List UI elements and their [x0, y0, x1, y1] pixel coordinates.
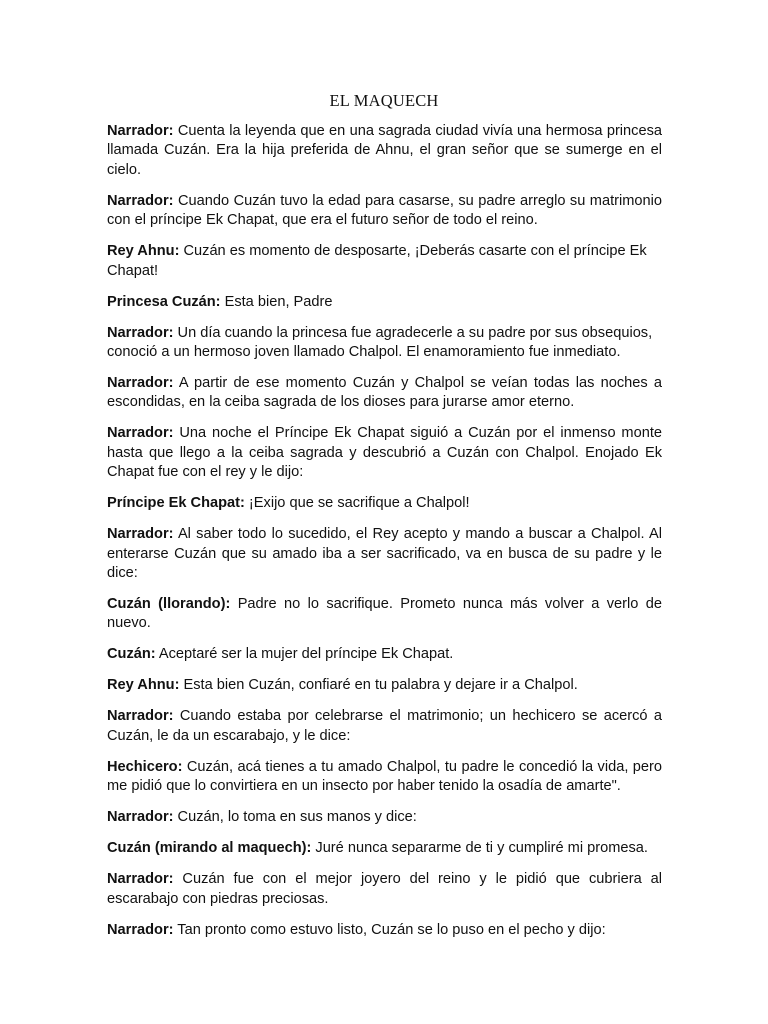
speaker-label: Príncipe Ek Chapat:	[107, 495, 245, 512]
paragraph-11	[107, 645, 662, 664]
speaker-label: Narrador:	[107, 871, 174, 888]
paragraph-15	[107, 808, 662, 827]
speaker-label: Rey Ahnu:	[107, 677, 180, 694]
paragraph-text: Cuando estaba por celebrarse el matrimonio; un hechicero se acercó a Cuzán, le da un escarabajo, y le dice:	[107, 708, 662, 744]
paragraph-text: Padre no lo sacrifique. Prometo nunca más volver a verlo de nuevo.	[107, 596, 662, 632]
paragraph-text: Una noche el Príncipe Ek Chapat siguió a Cuzán por el inmenso monte hasta que llego a la ceiba sagrada y descubrió a Cuzán con Chalpol. Enojado Ek Chapat fue con el rey y le dijo:	[107, 425, 662, 481]
paragraph-text: Cuando Cuzán tuvo la edad para casarse, su padre arreglo su matrimonio con el príncipe Ek Chapat, que era el futuro señor de todo el reino.	[107, 192, 662, 229]
paragraph-7	[107, 424, 662, 482]
paragraph-text: Cuenta la leyenda que en una sagrada ciudad vivía una hermosa princesa llamada Cuzán. Era la hija preferida de Ahnu, el gran señor que se sumerge en el cielo.	[107, 123, 662, 178]
paragraph-text: A partir de ese momento Cuzán y Chalpol se veían todas las noches a escondidas, en la ceiba sagrada de los dioses para jurarse amor eterno.	[107, 375, 662, 411]
speaker-label: Narrador:	[107, 708, 174, 725]
paragraph-text: Aceptaré ser la mujer del príncipe Ek Chapat.	[155, 646, 454, 663]
speaker-label: Narrador:	[107, 425, 174, 442]
paragraph-9	[107, 525, 662, 583]
paragraph-text: Cuzán es momento de desposarte, ¡Deberás casarte con el príncipe Ek Chapat!	[107, 243, 647, 279]
paragraph-text: ¡Exijo que se sacrifique a Chalpol!	[244, 495, 470, 512]
paragraph-text: Cuzán fue con el mejor joyero del reino y le pidió que cubriera al escarabajo con piedras preciosas.	[107, 871, 662, 907]
paragraph-3	[107, 242, 662, 281]
speaker-label: Princesa Cuzán:	[107, 293, 221, 310]
paragraph-18	[107, 921, 662, 940]
speaker-label: Cuzán (mirando al maquech):	[107, 840, 312, 857]
paragraph-text: Juré nunca separarme de ti y cumpliré mi promesa.	[311, 840, 648, 857]
paragraph-text: Esta bien, Padre	[220, 293, 333, 310]
paragraph-text: Cuzán, lo toma en sus manos y dice:	[173, 809, 417, 826]
paragraph-text: Al saber todo lo sucedido, el Rey acepto y mando a buscar a Chalpol. Al enterarse Cuzán que su amado iba a ser sacrificado, va en busca de su padre y le dice:	[107, 526, 662, 582]
paragraph-4	[107, 293, 662, 312]
document-body	[107, 122, 662, 952]
speaker-label: Narrador:	[107, 192, 174, 209]
paragraph-8	[107, 494, 662, 513]
paragraph-13	[107, 707, 662, 746]
paragraph-17	[107, 870, 662, 909]
speaker-label: Cuzán:	[107, 646, 156, 663]
paragraph-text: Cuzán, acá tienes a tu amado Chalpol, tu padre le concedió la vida, pero me pidió que lo convirtiera en un insecto por haber tenido la osadía de amarte".	[107, 758, 662, 795]
paragraph-12	[107, 676, 662, 695]
paragraph-2	[107, 192, 662, 231]
paragraph-5	[107, 324, 662, 363]
speaker-label: Narrador:	[107, 324, 174, 341]
paragraph-6	[107, 374, 662, 413]
paragraph-text: Esta bien Cuzán, confiaré en tu palabra y dejare ir a Chalpol.	[179, 677, 578, 694]
paragraph-text: Un día cuando la princesa fue agradecerle a su padre por sus obsequios, conoció a un hermoso joven llamado Chalpol. El enamoramiento fue inmediato.	[107, 324, 653, 361]
speaker-label: Hechicero:	[107, 758, 183, 775]
speaker-label: Narrador:	[107, 921, 174, 938]
paragraph-text: Tan pronto como estuvo listo, Cuzán se lo puso en el pecho y dijo:	[173, 921, 606, 938]
speaker-label: Narrador:	[107, 526, 174, 543]
speaker-label: Cuzán (llorando):	[107, 596, 231, 613]
speaker-label: Narrador:	[107, 375, 174, 392]
document-title: EL MAQUECH	[329, 91, 439, 110]
speaker-label: Narrador:	[107, 809, 174, 826]
paragraph-16	[107, 839, 662, 858]
speaker-label: Narrador:	[107, 123, 174, 139]
speaker-label: Rey Ahnu:	[107, 243, 180, 260]
paragraph-10	[107, 595, 662, 634]
paragraph-1	[107, 122, 662, 180]
paragraph-14	[107, 758, 662, 797]
